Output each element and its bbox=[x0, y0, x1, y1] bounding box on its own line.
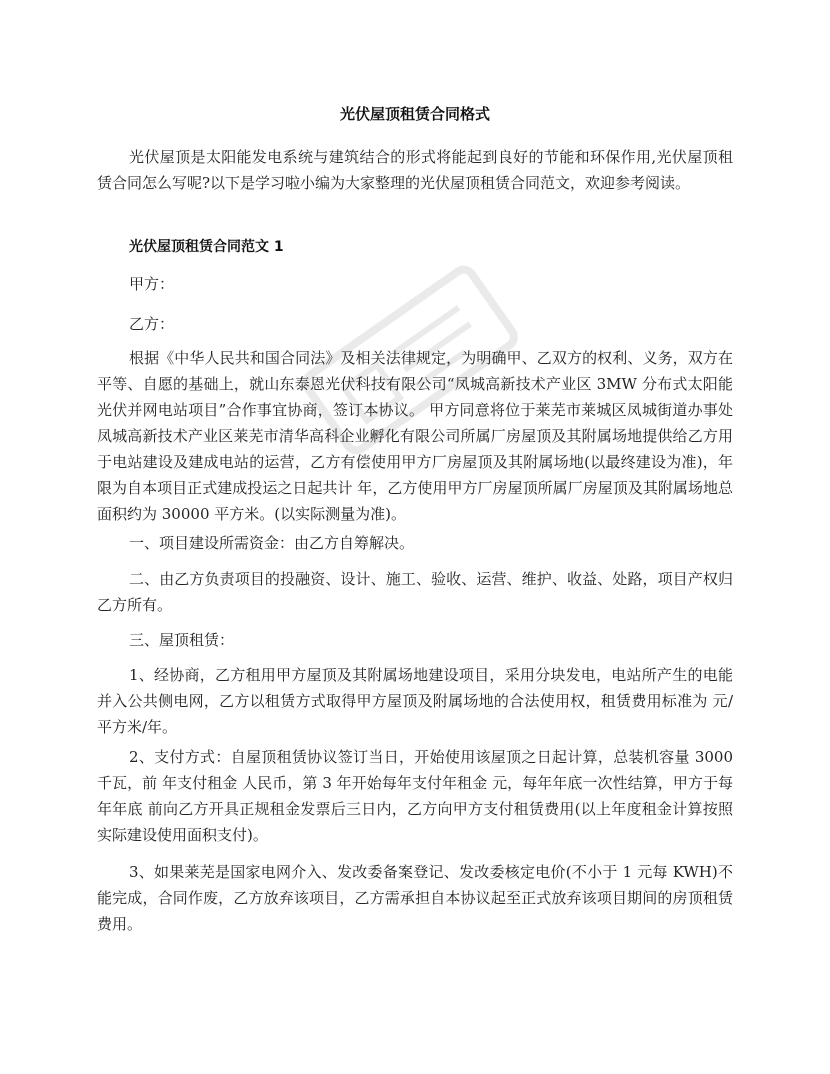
item-1-paragraph: 一、项目建设所需资金：由乙方自筹解决。 bbox=[129, 534, 415, 552]
party-b-label: 乙方： bbox=[129, 315, 175, 333]
party-a-label: 甲方： bbox=[129, 275, 175, 293]
clause-3-paragraph: 3、如果莱芜是国家电网介入、发改委备案登记、发改委核定电价(不小于 1 元每 KWH)不能完成，合同作废，乙方放弃该项目，乙方需承担自本协议起至正式放弃该项目期间的房顶租赁费用。 bbox=[97, 863, 733, 933]
clause-1-paragraph: 1、经协商，乙方租用甲方屋顶及其附属场地建设项目，采用分块发电，电站所产生的电能并入公共侧电网，乙方以租赁方式取得甲方屋顶及附属场地的合法使用权，租赁费用标准为 元/平方米/年。 bbox=[97, 666, 733, 736]
item-3-paragraph: 三、屋顶租赁： bbox=[129, 631, 235, 649]
basis-paragraph: 根据《中华人民共和国合同法》及相关法律规定，为明确甲、乙双方的权利、义务，双方在平等、自愿的基础上，就山东泰恩光伏科技有限公司“凤城高新技术产业区 3MW 分布式太阳能光伏并网电站项目”合作事宜协商，签订本协议。 甲方同意将位于莱芜市莱城区凤城街道办事处凤城高新技术产业区莱芜市清华高科企业孵化有限公司所属厂房屋顶及其附属场地提供给乙方用于电站建设及建成电站的运营，乙方有偿使用甲方厂房屋顶及其附属场地(以最终建设为准)，年限为自本项目正式建成投运之日起共计 年，乙方使用甲方厂房屋顶所属厂房屋顶及其附属场地总面积约为 30000 平方米。(以实际测量为准)。 bbox=[97, 349, 733, 523]
clause-2-paragraph: 2、支付方式：自屋顶租赁协议签订当日，开始使用该屋顶之日起计算，总装机容量 3000 千瓦，前 年支付租金 人民币，第 3 年开始每年支付年租金 元，每年年底一次性结算，甲方于每年年底 前向乙方开具正规租金发票后三日内，乙方向甲方支付租赁费用(以上年度租金计算按照实际建设使用面积支付)。 bbox=[97, 748, 733, 844]
document-title: 光伏屋顶租赁合同格式 bbox=[339, 105, 490, 123]
intro-paragraph: 光伏屋顶是太阳能发电系统与建筑结合的形式将能起到良好的节能和环保作用,光伏屋顶租赁合同怎么写呢?以下是学习啦小编为大家整理的光伏屋顶租赁合同范文，欢迎参考阅读。 bbox=[97, 148, 733, 192]
section-heading: 光伏屋顶租赁合同范文 1 bbox=[129, 239, 284, 255]
item-2-paragraph: 二、由乙方负责项目的投融资、设计、施工、验收、运营、维护、收益、处路，项目产权归乙方所有。 bbox=[97, 570, 733, 614]
